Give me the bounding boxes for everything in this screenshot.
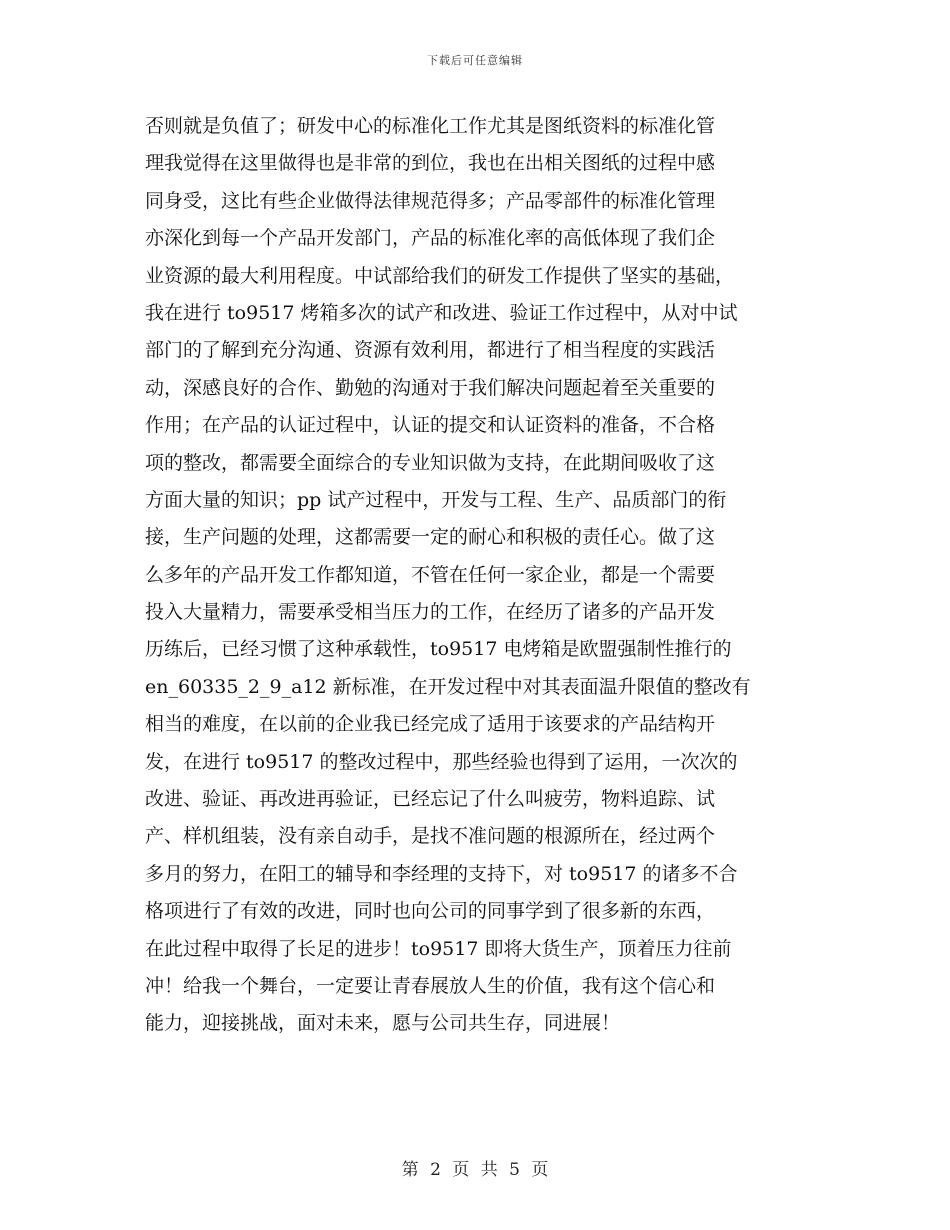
text-line: 理我觉得在这里做得也是非常的到位，我也在出相关图纸的过程中感 <box>145 152 716 175</box>
text-line: 亦深化到每一个产品开发部门，产品的标准化率的高低体现了我们企 <box>145 227 716 250</box>
text-line: 发，在进行 to9517 的整改过程中，那些经验也得到了运用，一次次的 <box>145 750 738 773</box>
text-line: 冲！给我一个舞台，一定要让青春展放人生的价值，我有这个信心和 <box>145 974 716 997</box>
text-line: 部门的了解到充分沟通、资源有效利用，都进行了相当程度的实践活 <box>145 339 716 362</box>
text-line: 我在进行 to9517 烤箱多次的试产和改进、验证工作过程中，从对中试 <box>145 301 738 324</box>
text-line: 方面大量的知识；pp 试产过程中，开发与工程、生产、品质部门的衔 <box>145 488 727 511</box>
text-line: 作用；在产品的认证过程中，认证的提交和认证资料的准备，不合格 <box>145 414 716 437</box>
text-line: 产、样机组装，没有亲自动手，是找不准问题的根源所在，经过两个 <box>145 825 716 848</box>
text-line: en_60335_2_9_a12 新标准，在开发过程中对其表面温升限值的整改有 <box>145 675 751 698</box>
text-line: 项的整改，都需要全面综合的专业知识做为支持，在此期间吸收了这 <box>145 451 716 474</box>
text-line: 么多年的产品开发工作都知道，不管在任何一家企业，都是一个需要 <box>145 563 716 586</box>
text-line: 格项进行了有效的改进，同时也向公司的同事学到了很多新的东西， <box>145 900 716 923</box>
page-number: 第 2 页 共 5 页 <box>401 1160 549 1180</box>
text-line: 历练后，已经习惯了这种承载性，to9517 电烤箱是欧盟强制性推行的 <box>145 638 732 661</box>
text-line: 同身受，这比有些企业做得法律规范得多；产品零部件的标准化管理 <box>145 189 716 212</box>
text-line: 改进、验证、再改进再验证，已经忘记了什么叫疲劳，物料追踪、试 <box>145 788 716 811</box>
text-line: 动，深感良好的合作、勤勉的沟通对于我们解决问题起着至关重要的 <box>145 376 716 399</box>
text-line: 接，生产问题的处理，这都需要一定的耐心和积极的责任心。做了这 <box>145 526 716 549</box>
document-body <box>145 108 805 1043</box>
text-line: 在此过程中取得了长足的进步！to9517 即将大货生产，顶着压力往前 <box>145 937 732 960</box>
text-line: 业资源的最大利用程度。中试部给我们的研发工作提供了坚实的基础， <box>145 264 735 287</box>
text-line: 能力，迎接挑战，面对未来，愿与公司共生存，同进展！ <box>145 1012 621 1035</box>
page-header-note: 下载后可任意编辑 <box>427 54 523 67</box>
text-line: 否则就是负值了；研发中心的标准化工作尤其是图纸资料的标准化管 <box>145 115 716 137</box>
text-line: 投入大量精力，需要承受相当压力的工作，在经历了诸多的产品开发 <box>145 601 716 624</box>
text-line: 多月的努力，在阳工的辅导和李经理的支持下，对 to9517 的诸多不合 <box>145 862 738 885</box>
text-line: 相当的难度，在以前的企业我已经完成了适用于该要求的产品结构开 <box>145 713 716 736</box>
